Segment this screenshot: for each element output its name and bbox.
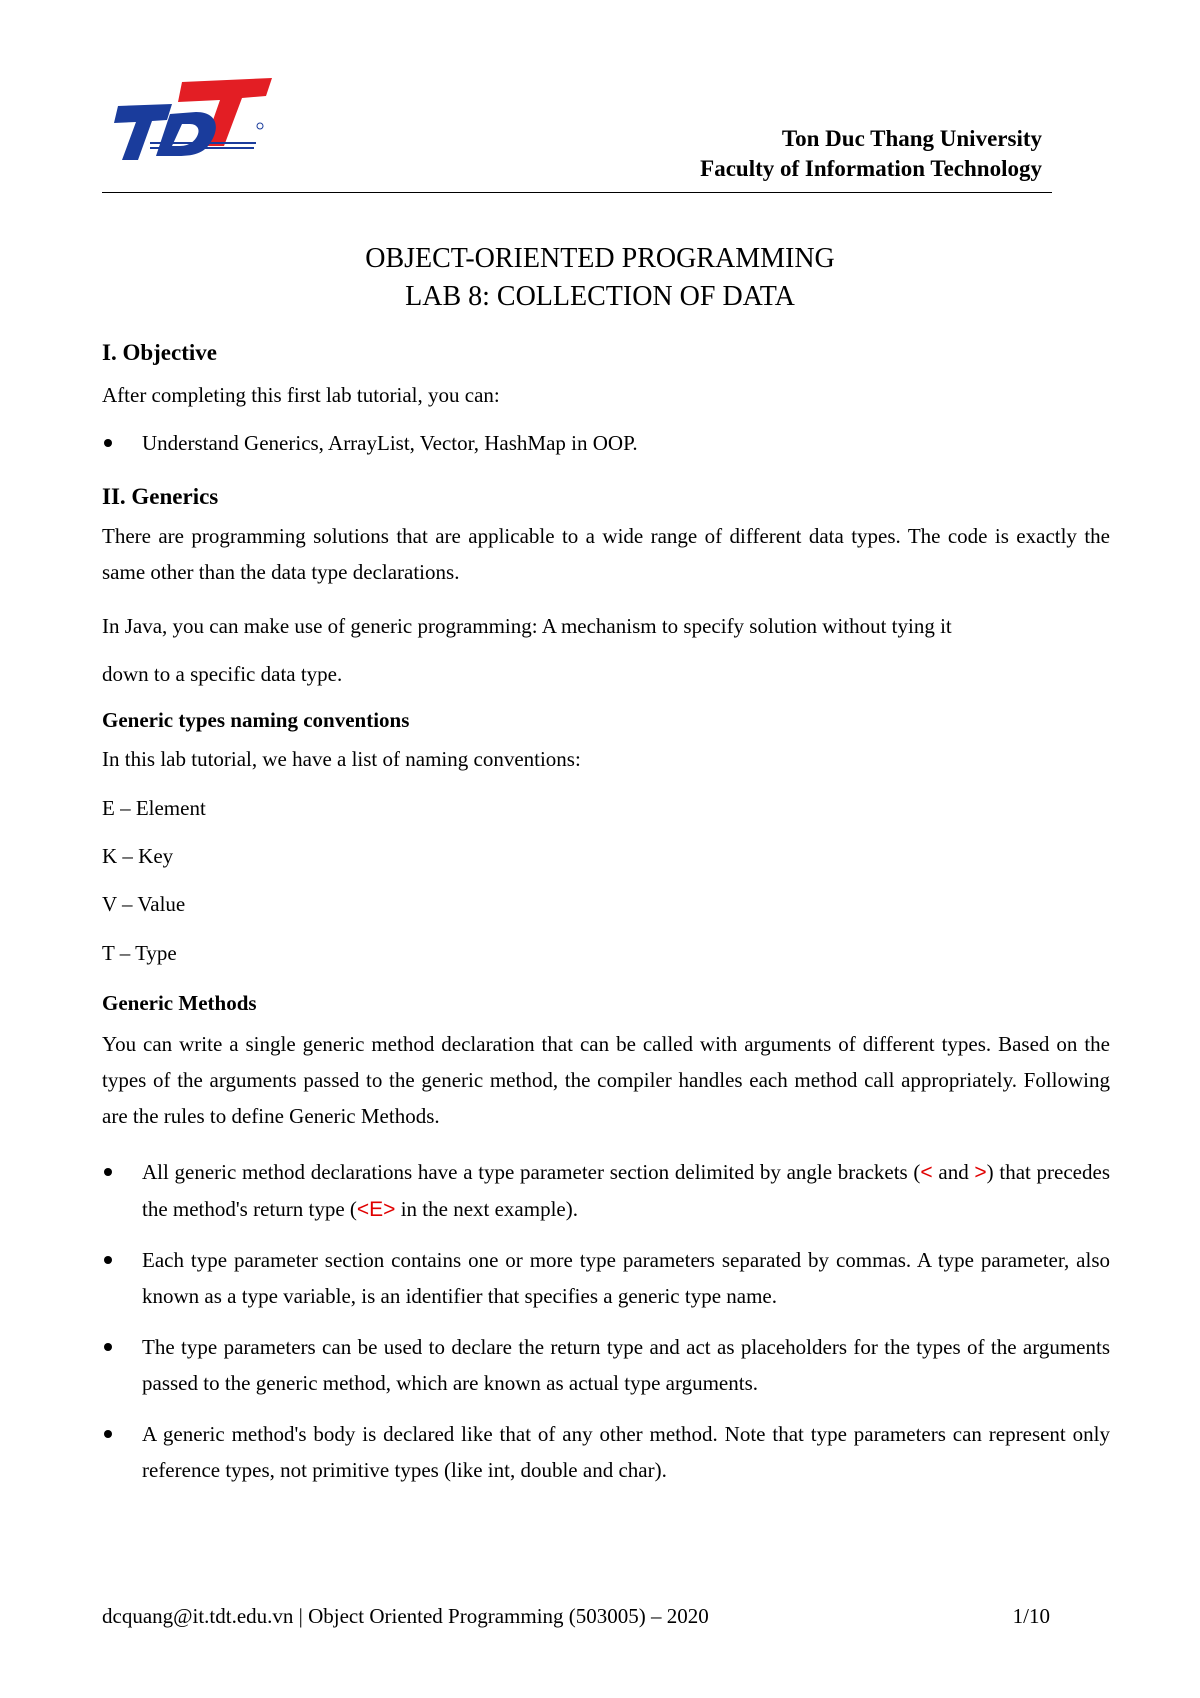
rule-bullet-3 bbox=[142, 1329, 1110, 1401]
rule-bullet-2 bbox=[142, 1242, 1110, 1314]
objective-heading: I. Objective bbox=[102, 340, 217, 365]
faculty-name: Faculty of Information Technology bbox=[700, 156, 1042, 181]
university-name: Ton Duc Thang University bbox=[781, 126, 1042, 151]
lab-title: LAB 8: COLLECTION OF DATA bbox=[405, 281, 795, 312]
convention-value: V – Value bbox=[102, 892, 186, 916]
naming-heading: Generic types naming conventions bbox=[102, 708, 410, 732]
convention-type: T – Type bbox=[102, 941, 177, 965]
rule-bullet-1 bbox=[142, 1154, 1110, 1228]
rule-bullet-4 bbox=[142, 1416, 1110, 1488]
generics-para-2-line-1: In Java, you can make use of generic programming: A mechanism to specify solution without tying it bbox=[102, 614, 952, 638]
bullet-icon bbox=[104, 439, 112, 447]
convention-key: K – Key bbox=[102, 844, 174, 868]
bullet-icon bbox=[104, 1343, 112, 1351]
header-divider bbox=[102, 192, 1052, 193]
page-number: 1/10 bbox=[1012, 1604, 1050, 1628]
code-type-param: <E> bbox=[356, 1198, 396, 1221]
rule-1-part-2: and bbox=[932, 1160, 975, 1184]
bullet-icon bbox=[104, 1430, 112, 1438]
generics-para-2-line-2: down to a specific data type. bbox=[102, 662, 343, 686]
generics-heading: II. Generics bbox=[102, 484, 219, 509]
objective-bullet bbox=[142, 425, 1110, 461]
naming-intro: In this lab tutorial, we have a list of naming conventions: bbox=[102, 747, 581, 771]
methods-para: You can write a single generic method declaration that can be called with arguments of different types. Based on the types of the arguments passed to the generic method, the compiler handles each method call appropriately. Following are the rules to define Generic Methods. bbox=[102, 1032, 1110, 1128]
document-title bbox=[0, 240, 1200, 316]
lt-symbol: < bbox=[920, 1161, 933, 1184]
methods-heading: Generic Methods bbox=[102, 991, 257, 1015]
course-title: OBJECT-ORIENTED PROGRAMMING bbox=[365, 243, 835, 274]
rule-1-part-3: ) that precedes the method's return type ( bbox=[142, 1160, 1110, 1221]
objective-intro: After completing this first lab tutorial, you can: bbox=[102, 383, 500, 407]
footer-text: dcquang@it.tdt.edu.vn | Object Oriented Programming (503005) – 2020 bbox=[102, 1604, 709, 1628]
tdt-logo bbox=[112, 76, 274, 168]
rule-2-text: Each type parameter section contains one or more type parameters separated by commas. A type parameter, also known as a type variable, is an identifier that specifies a generic type name. bbox=[142, 1248, 1110, 1308]
rule-3-text: The type parameters can be used to declare the return type and act as placeholders for the types of the arguments passed to the generic method, which are known as actual type arguments. bbox=[142, 1335, 1110, 1395]
rule-1-part-1: All generic method declarations have a type parameter section delimited by angle brackets ( bbox=[142, 1160, 921, 1184]
rule-4-text: A generic method's body is declared like that of any other method. Note that type parameters can represent only reference types, not primitive types (like int, double and char). bbox=[142, 1422, 1110, 1482]
bullet-text: Understand Generics, ArrayList, Vector, HashMap in OOP. bbox=[142, 431, 638, 455]
generics-para-1: There are programming solutions that are applicable to a wide range of different data types. The code is exactly the same other than the data type declarations. bbox=[102, 524, 1110, 584]
bullet-icon bbox=[104, 1256, 112, 1264]
convention-element: E – Element bbox=[102, 796, 206, 820]
bullet-icon bbox=[104, 1168, 112, 1176]
header-institution bbox=[700, 124, 1042, 184]
rule-1-part-4: in the next example). bbox=[395, 1197, 578, 1221]
gt-symbol: > bbox=[974, 1161, 987, 1184]
